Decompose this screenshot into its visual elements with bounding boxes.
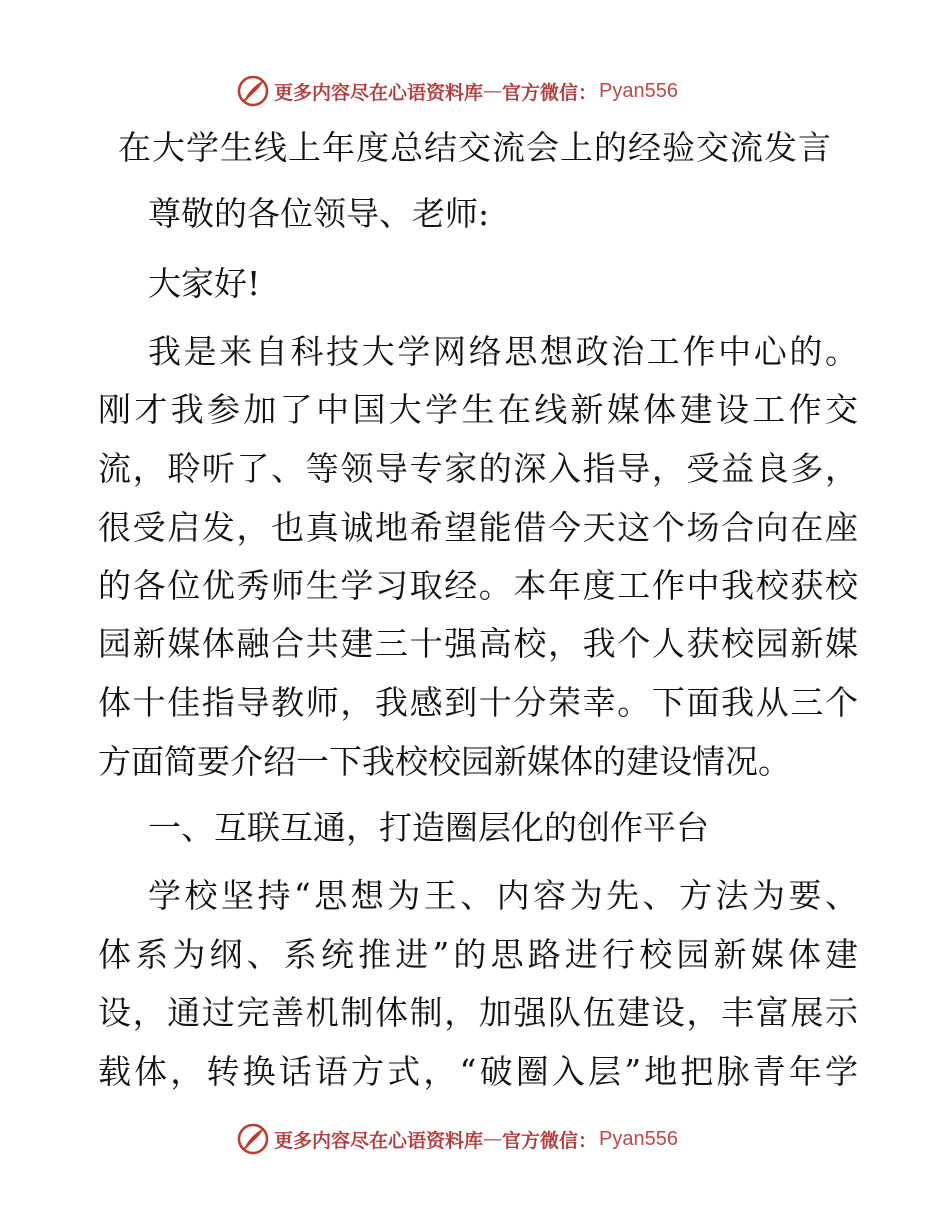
watermark-separator: —: [483, 80, 503, 102]
header-watermark: [236, 74, 678, 108]
footer-watermark: [236, 1122, 678, 1156]
watermark-wechat-id: Pyan556: [599, 1127, 678, 1150]
body-line: 流，聆听了、等领导专家的深入指导，受益良多，: [98, 449, 858, 488]
body-line: 设，通过完善机制体制，加强队伍建设，丰富展示: [98, 993, 858, 1032]
body-line: 载体，转换话语方式，“破圈入层”地把脉青年学: [98, 1052, 858, 1091]
salutation: 尊敬的各位领导、老师:: [148, 194, 490, 233]
greeting: 大家好!: [148, 264, 261, 303]
body-line: 很受启发，也真诚地希望能借今天这个场合向在座: [98, 508, 858, 547]
watermark-main-text: 更多内容尽在心语资料库: [274, 81, 484, 104]
body-line: 体十佳指导教师，我感到十分荣幸。下面我从三个: [98, 683, 858, 722]
body-line: 刚才我参加了中国大学生在线新媒体建设工作交: [98, 390, 858, 429]
body-line: 的各位优秀师生学习取经。本年度工作中我校获校: [98, 566, 858, 605]
body-line: 园新媒体融合共建三十强高校，我个人获校园新媒: [98, 624, 858, 663]
body-line: 我是来自科技大学网络思想政治工作中心的。: [148, 332, 858, 371]
watermark-separator: —: [483, 1128, 503, 1150]
watermark-main-text: 更多内容尽在心语资料库: [274, 1129, 484, 1152]
document-title: 在大学生线上年度总结交流会上的经验交流发言: [118, 128, 832, 167]
section-heading: 一、互联互通，打造圈层化的创作平台: [148, 808, 709, 847]
quill-logo-icon: [236, 1122, 270, 1156]
body-line: 学校坚持“思想为王、内容为先、方法为要、: [148, 876, 858, 915]
watermark-wechat-id: Pyan556: [599, 79, 678, 102]
body-line: 体系为纲、系统推进”的思路进行校园新媒体建: [98, 935, 858, 974]
body-line: 方面简要介绍一下我校校园新媒体的建设情况。: [98, 742, 791, 781]
quill-logo-icon: [236, 74, 270, 108]
watermark-wechat-label: 官方微信：: [502, 1129, 598, 1152]
watermark-wechat-label: 官方微信：: [502, 81, 598, 104]
